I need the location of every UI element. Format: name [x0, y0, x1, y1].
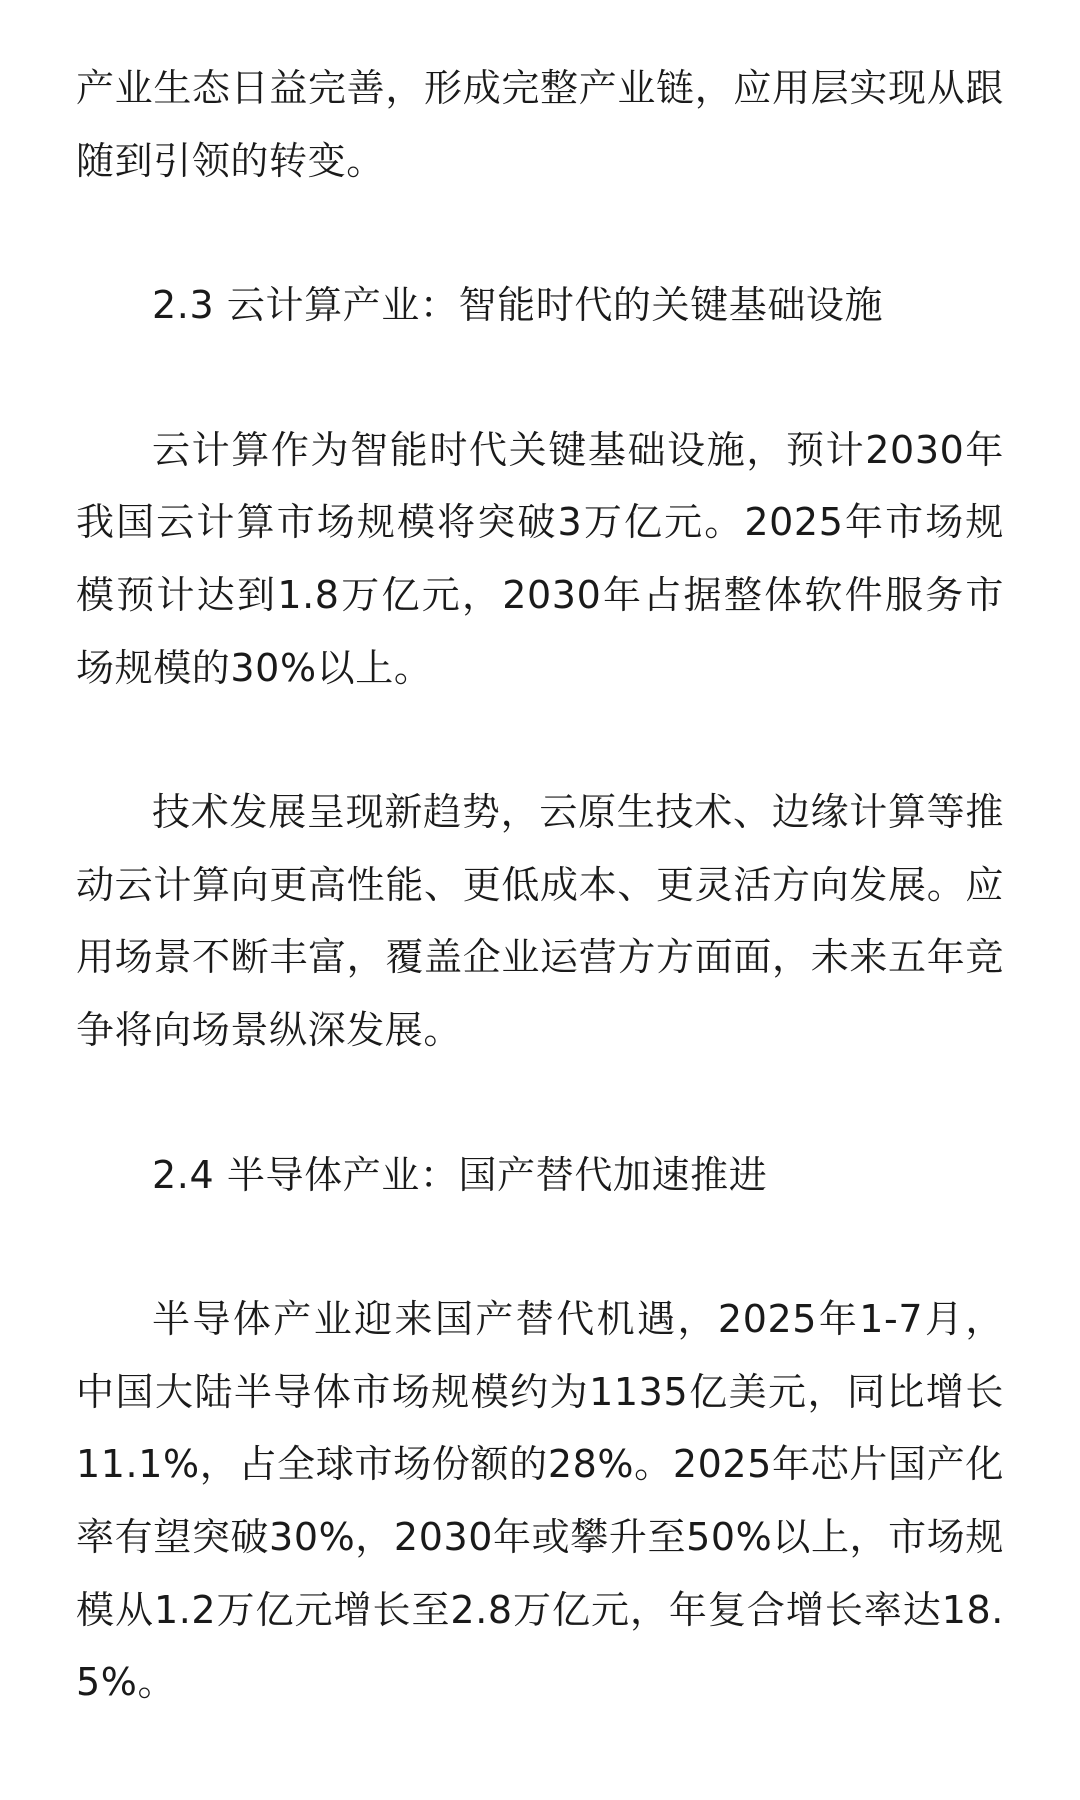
paragraph-cloud-trends: 技术发展呈现新趋势，云原生技术、边缘计算等推动云计算向更高性能、更低成本、更灵活方向发展。应用场景不断丰富，覆盖企业运营方方面面，未来五年竞争将向场景纵深发展。: [76, 790, 1004, 1052]
intro-paragraph: 产业生态日益完善，形成完整产业链，应用层实现从跟随到引领的转变。: [76, 66, 1004, 183]
paragraph-gap: [76, 704, 1004, 776]
section-heading-2-3: 2.3 云计算产业：智能时代的关键基础设施: [152, 283, 884, 328]
paragraph-gap: [76, 342, 1004, 414]
paragraph-gap: [76, 1067, 1004, 1139]
paragraph-gap: [76, 1211, 1004, 1283]
paragraph-semiconductor: 半导体产业迎来国产替代机遇，2025年1-7月，中国大陆半导体市场规模约为1135亿美元，同比增长11.1%，占全球市场份额的28%。2025年芯片国产化率有望突破30%，2030年或攀升至50%以上，市场规模从1.2万亿元增长至2.8万亿元，年复合增长率达18.5%。: [76, 1297, 1004, 1705]
article-body: [76, 52, 1004, 1719]
section-heading-2-4: 2.4 半导体产业：国产替代加速推进: [152, 1152, 768, 1197]
paragraph-gap: [76, 197, 1004, 269]
paragraph-cloud-market: 云计算作为智能时代关键基础设施，预计2030年我国云计算市场规模将突破3万亿元。2025年市场规模预计达到1.8万亿元，2030年占据整体软件服务市场规模的30%以上。: [76, 427, 1004, 690]
